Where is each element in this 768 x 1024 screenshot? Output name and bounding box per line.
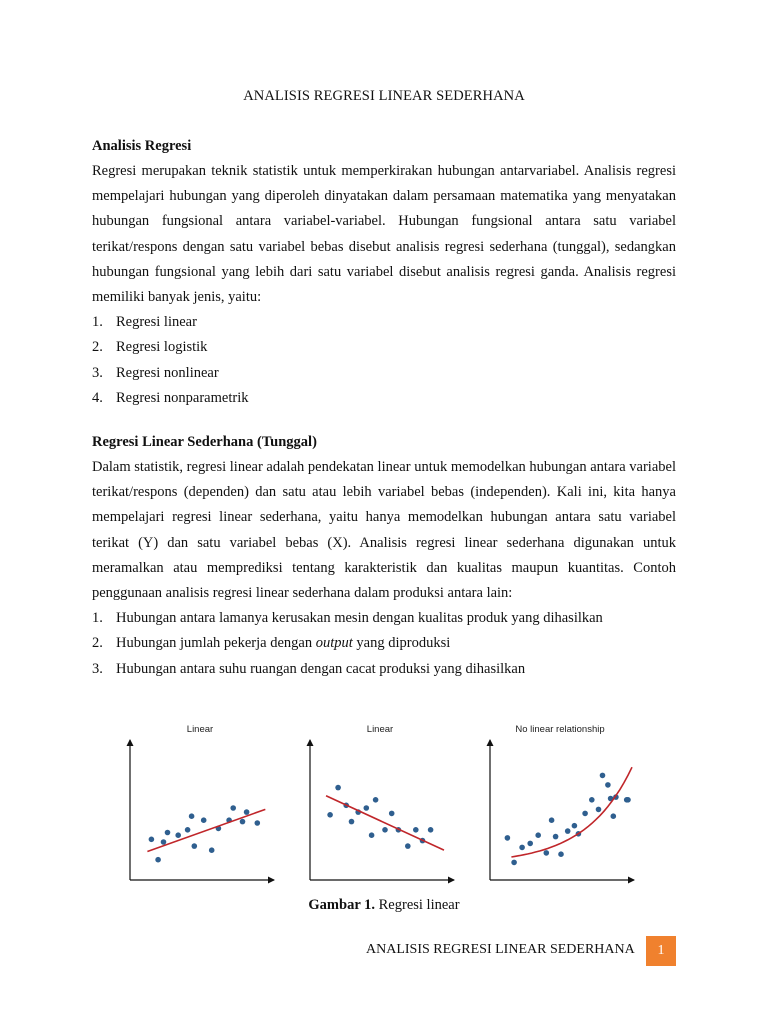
- regression-line: [326, 796, 444, 850]
- chart-title: Linear: [366, 724, 394, 735]
- regression-types-list: [92, 310, 676, 411]
- list-text: Hubungan antara lamanya kerusakan mesin dengan kualitas produk yang dihasilkan: [116, 610, 603, 627]
- data-point: [558, 851, 564, 857]
- caption-label: Gambar 1.: [308, 897, 376, 913]
- data-point: [553, 834, 559, 840]
- chart-title: Linear: [186, 724, 214, 735]
- document-body: [92, 134, 676, 682]
- data-point: [349, 819, 355, 825]
- caption-text: Regresi linear: [375, 897, 460, 913]
- chart-panel-2: [307, 724, 456, 884]
- data-point: [209, 847, 215, 853]
- list-item: [92, 631, 676, 656]
- list-number: 2.: [92, 339, 103, 356]
- section-paragraph-regresi-linear-sederhana: Dalam statistik, regresi linear adalah pendekatan linear untuk memodelkan hubungan antara variabel terikat/respons (dependen) dan satu atau lebih variabel bebas (independen). Kali ini, kita hanya mempelajari regresi linear sederhana, yaitu hanya memodelkan hubungan antara satu variabel terikat (Y) dan satu variabel bebas (X). Analisis regresi linear sederhana digunakan untuk meramalkan atau memprediksi tentang karakteristik dan kualitas maupun kuantitas. Contoh penggunaan analisis regresi linear sederhana dalam produksi antara lain:: [92, 458, 676, 601]
- data-point: [327, 812, 333, 818]
- chart-panel-3: [487, 724, 636, 884]
- section-heading-regresi-linear-sederhana: Regresi Linear Sederhana (Tunggal): [92, 433, 317, 450]
- list-text: Regresi nonlinear: [116, 364, 219, 381]
- page-number-badge: 1: [646, 936, 676, 966]
- data-point: [605, 782, 611, 788]
- data-point: [161, 839, 167, 845]
- x-axis-arrow: [268, 877, 275, 884]
- y-axis-arrow: [487, 739, 494, 746]
- list-text: Regresi logistik: [116, 339, 208, 356]
- data-point: [185, 827, 191, 833]
- list-text: Hubungan antara suhu ruangan dengan cacat produksi yang dihasilkan: [116, 660, 526, 677]
- data-point: [596, 807, 602, 813]
- data-point: [511, 860, 517, 866]
- data-point: [369, 832, 375, 838]
- regression-figure: [118, 716, 638, 888]
- data-point: [364, 805, 370, 811]
- data-point: [382, 827, 388, 833]
- data-point: [165, 830, 171, 836]
- data-point: [527, 841, 533, 847]
- data-point: [335, 785, 341, 791]
- list-item: [92, 606, 676, 631]
- data-point: [589, 797, 595, 803]
- list-number: 1.: [92, 610, 103, 627]
- data-point: [189, 813, 195, 819]
- figure-caption: [0, 897, 768, 914]
- data-point: [389, 811, 395, 817]
- data-point: [175, 832, 181, 838]
- list-text: Regresi nonparametrik: [116, 389, 249, 406]
- data-point: [230, 805, 236, 811]
- data-point: [405, 843, 411, 849]
- data-point: [611, 813, 617, 819]
- data-point: [565, 828, 571, 834]
- data-point: [428, 827, 434, 833]
- data-point: [149, 837, 155, 843]
- list-text: Regresi linear: [116, 314, 197, 331]
- list-item: [92, 335, 676, 360]
- y-axis-arrow: [127, 739, 134, 746]
- data-point: [201, 817, 207, 823]
- list-item: [92, 386, 676, 411]
- page-title: ANALISIS REGRESI LINEAR SEDERHANA: [243, 88, 525, 104]
- data-point: [535, 832, 541, 838]
- emphasis-output: output: [315, 635, 353, 652]
- list-number: 3.: [92, 660, 103, 677]
- data-point: [549, 817, 555, 823]
- list-item: [92, 361, 676, 386]
- list-item: [92, 310, 676, 335]
- list-number: 3.: [92, 364, 103, 381]
- data-point: [505, 835, 511, 841]
- list-item: [92, 657, 676, 682]
- x-axis-arrow: [628, 877, 635, 884]
- production-examples-list: [92, 606, 676, 682]
- data-point: [244, 809, 250, 815]
- list-text: Hubungan jumlah pekerja dengan output yang diproduksi: [116, 635, 451, 652]
- chart-panel-1: [127, 724, 276, 884]
- list-number: 1.: [92, 314, 103, 331]
- data-point: [373, 797, 379, 803]
- chart-title: No linear relationship: [515, 724, 605, 735]
- data-point: [582, 811, 588, 817]
- data-point: [255, 820, 261, 826]
- data-point: [572, 823, 578, 829]
- list-number: 2.: [92, 635, 103, 652]
- data-point: [544, 850, 550, 856]
- y-axis-arrow: [307, 739, 314, 746]
- data-point: [155, 857, 161, 863]
- data-point: [519, 845, 525, 851]
- data-point: [192, 843, 198, 849]
- list-number: 4.: [92, 389, 103, 406]
- data-point: [625, 797, 631, 803]
- section-paragraph-analisis-regresi: Regresi merupakan teknik statistik untuk memperkirakan hubungan antarvariabel. Analisis regresi mempelajari hubungan yang diperoleh dinyatakan dalam persamaan matematika yang menyatakan hubungan fungsional antara variabel-variabel. Hubungan fungsional antara satu variabel terikat/respons dengan satu variabel bebas disebut analisis regresi sederhana (tunggal), sedangkan hubungan fungsional yang lebih dari satu variabel disebut analisis regresi ganda. Analisis regresi memiliki banyak jenis, yaitu:: [92, 163, 676, 306]
- data-point: [240, 819, 246, 825]
- section-heading-analisis-regresi: Analisis Regresi: [92, 138, 192, 154]
- data-point: [600, 773, 606, 779]
- data-point: [413, 827, 419, 833]
- x-axis-arrow: [448, 877, 455, 884]
- regression-line: [147, 809, 265, 851]
- scatter-plots: [118, 716, 638, 888]
- footer-title: ANALISIS REGRESI LINEAR SEDERHANA: [366, 942, 635, 957]
